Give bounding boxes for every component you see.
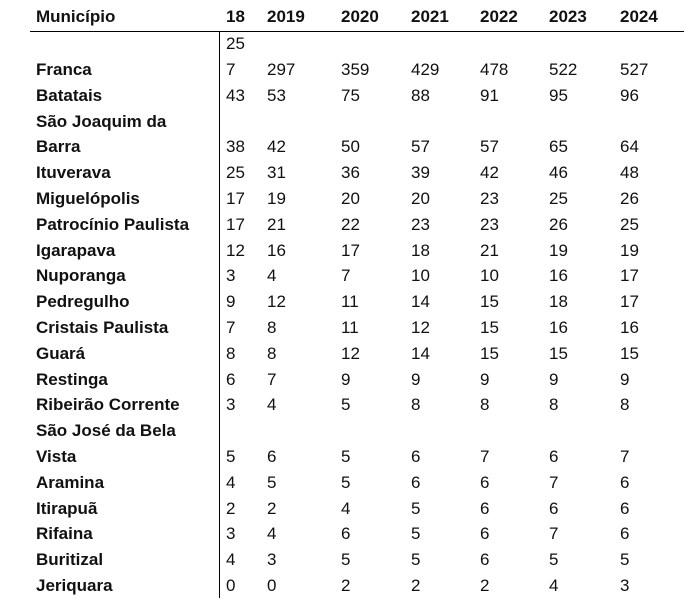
value-cell: 5 (411, 498, 421, 518)
value-cell: 95 (549, 85, 568, 105)
value-cell: 75 (341, 85, 360, 105)
value-cell: 12 (267, 292, 286, 312)
value-cell: 6 (480, 550, 490, 570)
value-cell: 17 (226, 214, 245, 234)
value-cell: 5 (411, 550, 421, 570)
value-cell: 7 (341, 266, 351, 286)
value-cell: 8 (480, 395, 490, 415)
value-cell: 16 (549, 318, 568, 337)
value-cell: 0 (267, 576, 277, 595)
municipality-name: Cristais Paulista (36, 318, 169, 337)
value-cell: 15 (480, 343, 499, 363)
value-cell: 3 (620, 576, 630, 595)
value-cell: 9 (549, 369, 559, 389)
value-cell: 7 (549, 524, 559, 544)
value-cell: 17 (620, 292, 639, 312)
header-year: 2024 (620, 7, 658, 26)
value-cell: 7 (480, 447, 490, 466)
municipality-name: Jeriquara (36, 576, 113, 595)
value-cell: 46 (549, 163, 568, 183)
value-cell: 23 (480, 189, 499, 208)
value-cell: 17 (341, 240, 360, 260)
value-cell: 10 (411, 266, 430, 286)
value-cell: 5 (411, 524, 421, 544)
value-cell: 6 (480, 524, 490, 544)
value-cell: 23 (411, 214, 430, 234)
value-cell: 19 (267, 189, 286, 208)
value-cell: 7 (267, 369, 277, 389)
value-cell: 6 (620, 498, 630, 518)
value-cell: 297 (267, 60, 296, 79)
value-cell: 96 (620, 85, 639, 105)
municipality-name: Itirapuã (36, 498, 98, 518)
value-cell: 9 (341, 369, 351, 389)
value-cell: 5 (267, 472, 277, 492)
value-cell: 22 (341, 214, 360, 234)
header-year: 2019 (267, 7, 305, 26)
value-cell: 5 (620, 550, 630, 570)
value-cell: 9 (620, 369, 630, 389)
value-cell: 478 (480, 60, 509, 79)
value-cell: 7 (620, 447, 630, 466)
value-cell: 48 (620, 163, 639, 183)
value-cell: 4 (341, 498, 351, 518)
value-cell: 4 (267, 395, 277, 415)
value-cell: 25 (549, 189, 568, 208)
value-cell: 36 (341, 163, 360, 183)
value-cell: 6 (549, 498, 559, 518)
value-cell: 9 (411, 369, 421, 389)
value-cell: 2 (411, 576, 421, 595)
header-year: 2022 (480, 7, 518, 26)
value-cell: 6 (341, 524, 351, 544)
value-cell: 15 (620, 343, 639, 363)
municipality-name: Vista (36, 447, 77, 466)
value-cell: 50 (341, 137, 360, 157)
value-cell: 53 (267, 85, 286, 105)
value-cell: 16 (549, 266, 568, 286)
value-cell: 5 (341, 472, 351, 492)
value-cell: 4 (267, 524, 277, 544)
value-cell: 359 (341, 60, 370, 79)
value-cell: 91 (480, 85, 499, 105)
municipality-name: Rifaina (36, 524, 93, 544)
municipality-name: Batatais (36, 85, 103, 105)
value-cell: 5 (341, 395, 351, 415)
column-divider (219, 31, 220, 598)
municipality-name: Miguelópolis (36, 189, 140, 208)
value-cell: 4 (226, 550, 236, 570)
value-cell: 3 (226, 524, 236, 544)
value-cell: 7 (226, 60, 236, 79)
stray-value-cell: 25 (226, 34, 245, 53)
municipality-name: São José da Bela (36, 421, 176, 441)
value-cell: 88 (411, 85, 430, 105)
value-cell: 15 (480, 292, 499, 312)
value-cell: 42 (480, 163, 499, 183)
value-cell: 12 (341, 343, 360, 363)
value-cell: 39 (411, 163, 430, 183)
value-cell: 25 (226, 163, 245, 183)
value-cell: 15 (480, 318, 499, 337)
value-cell: 6 (620, 524, 630, 544)
value-cell: 57 (411, 137, 430, 157)
value-cell: 5 (341, 550, 351, 570)
header-year: 18 (226, 7, 245, 26)
header-municipio: Município (36, 7, 116, 26)
value-cell: 19 (620, 240, 639, 260)
value-cell: 64 (620, 137, 639, 157)
value-cell: 6 (411, 447, 421, 466)
value-cell: 5 (549, 550, 559, 570)
value-cell: 2 (341, 576, 351, 595)
header-year: 2021 (411, 7, 449, 26)
value-cell: 4 (226, 472, 236, 492)
value-cell: 6 (480, 472, 490, 492)
header-year: 2023 (549, 7, 587, 26)
value-cell: 527 (620, 60, 649, 79)
value-cell: 25 (620, 214, 639, 234)
value-cell: 20 (341, 189, 360, 208)
value-cell: 11 (341, 318, 359, 337)
value-cell: 4 (267, 266, 277, 286)
municipality-name: Buritizal (36, 550, 104, 570)
value-cell: 42 (267, 137, 286, 157)
value-cell: 31 (267, 163, 286, 183)
municipality-name: Ituverava (36, 163, 111, 183)
value-cell: 7 (549, 472, 559, 492)
value-cell: 8 (267, 343, 277, 363)
value-cell: 16 (267, 240, 286, 260)
value-cell: 14 (411, 292, 430, 312)
value-cell: 3 (226, 266, 236, 286)
municipality-name: Restinga (36, 369, 108, 389)
municipality-name: São Joaquim da (36, 111, 167, 131)
value-cell: 14 (411, 343, 430, 363)
value-cell: 5 (226, 447, 236, 466)
value-cell: 2 (267, 498, 277, 518)
value-cell: 21 (480, 240, 499, 260)
value-cell: 2 (226, 498, 236, 518)
value-cell: 8 (620, 395, 630, 415)
header-year: 2020 (341, 7, 379, 26)
value-cell: 16 (620, 318, 639, 337)
value-cell: 18 (549, 292, 568, 312)
header-rule (30, 31, 684, 32)
municipality-name: Aramina (36, 472, 105, 492)
value-cell: 0 (226, 576, 236, 595)
value-cell: 3 (267, 550, 277, 570)
value-cell: 8 (226, 343, 236, 363)
value-cell: 522 (549, 60, 578, 79)
municipality-name: Guará (36, 343, 86, 363)
municipality-name: Igarapava (36, 240, 116, 260)
value-cell: 8 (267, 318, 277, 337)
value-cell: 12 (226, 240, 245, 260)
value-cell: 19 (549, 240, 568, 260)
value-cell: 21 (267, 214, 286, 234)
value-cell: 2 (480, 576, 490, 595)
value-cell: 6 (411, 472, 421, 492)
value-cell: 6 (480, 498, 490, 518)
municipality-name: Franca (36, 60, 92, 79)
value-cell: 11 (341, 292, 359, 312)
municipality-name: Patrocínio Paulista (36, 214, 190, 234)
value-cell: 6 (620, 472, 630, 492)
value-cell: 26 (620, 189, 639, 208)
value-cell: 17 (226, 189, 245, 208)
municipality-name: Ribeirão Corrente (36, 395, 180, 415)
value-cell: 9 (226, 292, 236, 312)
value-cell: 10 (480, 266, 499, 286)
value-cell: 43 (226, 85, 245, 105)
value-cell: 15 (549, 343, 568, 363)
value-cell: 17 (620, 266, 639, 286)
value-cell: 8 (411, 395, 421, 415)
value-cell: 9 (480, 369, 490, 389)
value-cell: 6 (549, 447, 559, 466)
value-cell: 6 (267, 447, 277, 466)
value-cell: 18 (411, 240, 430, 260)
value-cell: 38 (226, 137, 245, 157)
value-cell: 429 (411, 60, 440, 79)
municipality-name: Nuporanga (36, 266, 126, 286)
value-cell: 4 (549, 576, 559, 595)
value-cell: 23 (480, 214, 499, 234)
value-cell: 65 (549, 137, 568, 157)
value-cell: 5 (341, 447, 351, 466)
value-cell: 20 (411, 189, 430, 208)
value-cell: 57 (480, 137, 499, 157)
value-cell: 3 (226, 395, 236, 415)
value-cell: 7 (226, 318, 236, 337)
value-cell: 26 (549, 214, 568, 234)
value-cell: 6 (226, 369, 236, 389)
value-cell: 12 (411, 318, 430, 337)
municipality-name: Barra (36, 137, 81, 157)
value-cell: 8 (549, 395, 559, 415)
municipality-name: Pedregulho (36, 292, 130, 312)
